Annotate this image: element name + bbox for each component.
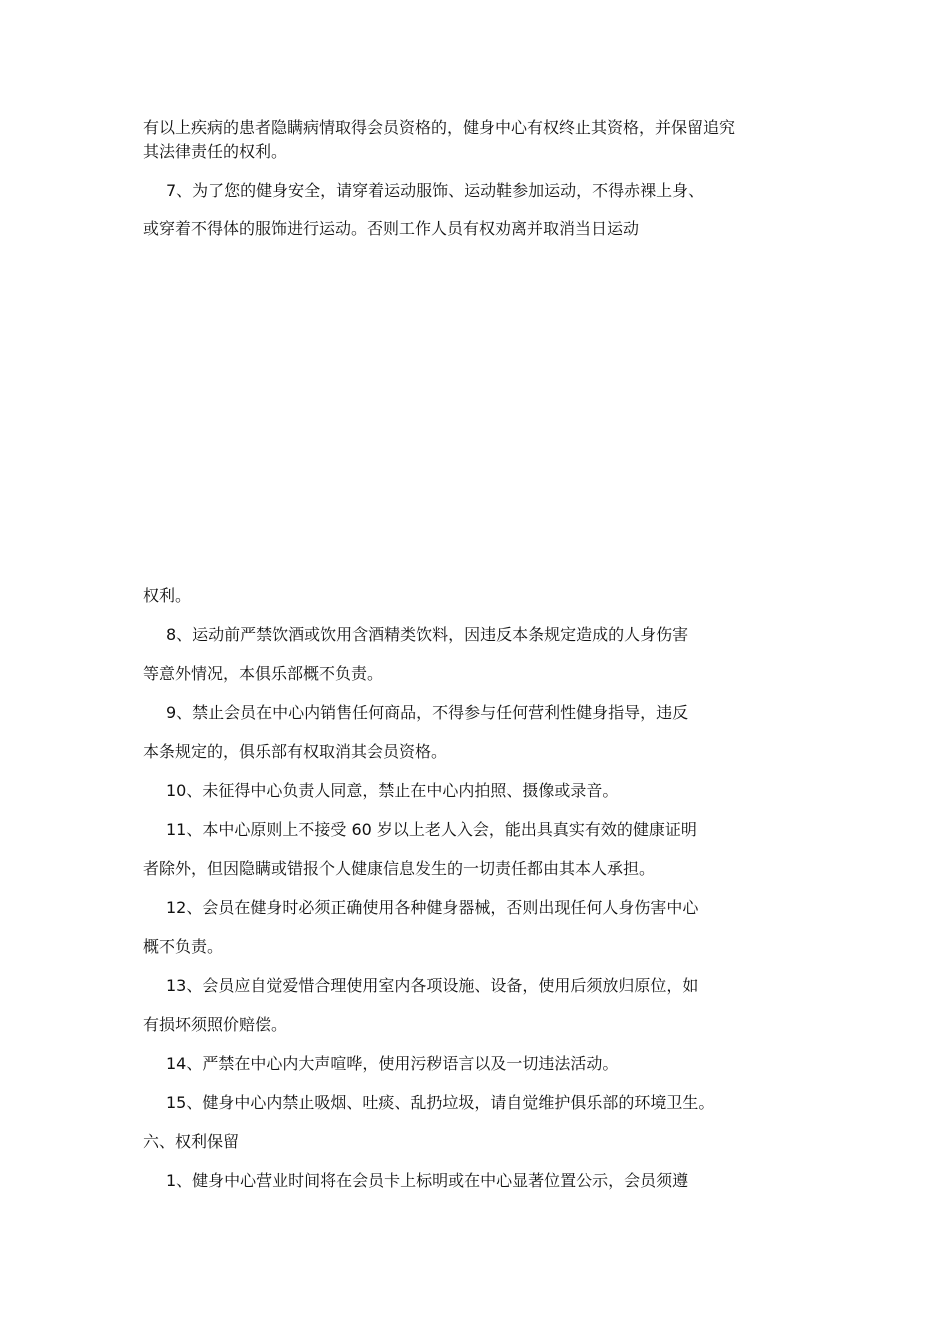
paragraph-line: 其法律责任的权利。 [143,142,288,161]
paragraph-line: 等意外情况，本俱乐部概不负责。 [143,664,384,683]
paragraph-line: 有损坏须照价赔偿。 [143,1015,288,1034]
paragraph-line: 或穿着不得体的服饰进行运动。否则工作人员有权劝离并取消当日运动 [143,219,640,238]
section-heading: 六、权利保留 [143,1132,240,1151]
paragraph-line: 者除外，但因隐瞒或错报个人健康信息发生的一切责任都由其本人承担。 [143,859,656,878]
rule-item-15: 15、健身中心内禁止吸烟、吐痰、乱扔垃圾，请自觉维护俱乐部的环境卫生。 [166,1093,715,1112]
paragraph-line: 概不负责。 [143,937,224,956]
paragraph-line: 本条规定的，俱乐部有权取消其会员资格。 [143,742,448,761]
rule-item-9: 9、禁止会员在中心内销售任何商品，不得参与任何营利性健身指导，违反 [166,703,689,722]
rights-item-1: 1、健身中心营业时间将在会员卡上标明或在中心显著位置公示，会员须遵 [166,1171,689,1190]
paragraph-line: 权利。 [143,586,192,605]
rule-item-7: 7、为了您的健身安全，请穿着运动服饰、运动鞋参加运动，不得赤裸上身、 [166,181,705,200]
paragraph-line: 有以上疾病的患者隐瞒病情取得会员资格的，健身中心有权终止其资格，并保留追究 [143,118,736,137]
rule-item-11: 11、本中心原则上不接受 60 岁以上老人入会，能出具真实有效的健康证明 [166,820,697,839]
rule-item-8: 8、运动前严禁饮酒或饮用含酒精类饮料，因违反本条规定造成的人身伤害 [166,625,689,644]
rule-item-14: 14、严禁在中心内大声喧哗，使用污秽语言以及一切违法活动。 [166,1054,619,1073]
rule-item-12: 12、会员在健身时必须正确使用各种健身器械，否则出现任何人身伤害中心 [166,898,699,917]
rule-item-10: 10、未征得中心负责人同意，禁止在中心内拍照、摄像或录音。 [166,781,619,800]
rule-item-13: 13、会员应自觉爱惜合理使用室内各项设施、设备，使用后须放归原位，如 [166,976,699,995]
